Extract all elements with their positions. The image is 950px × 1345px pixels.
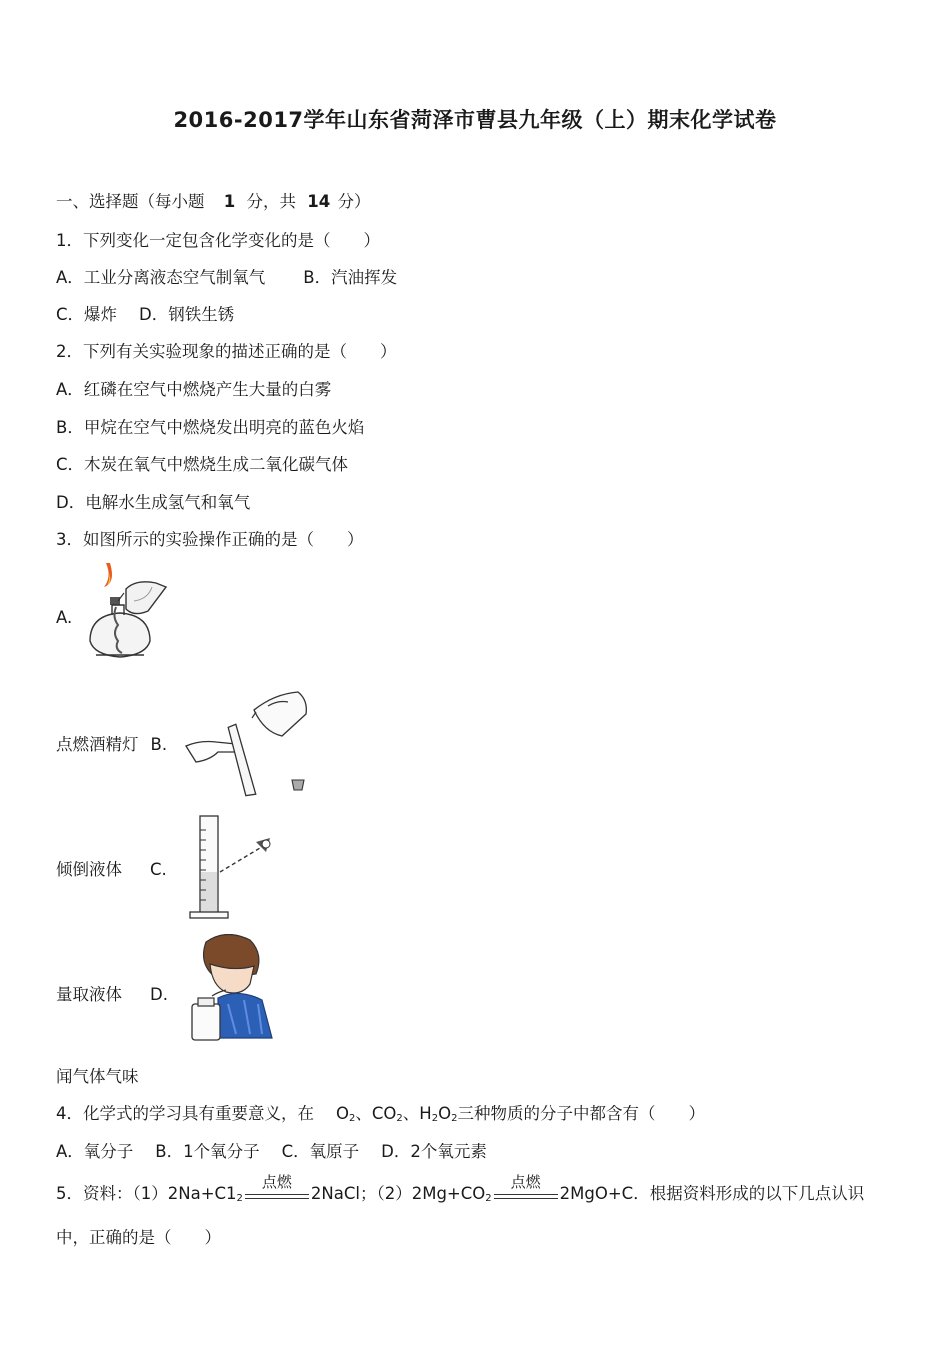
question-2-stem: 2．下列有关实验现象的描述正确的是（ ）: [56, 342, 397, 361]
option-b: B．1个氧分子: [155, 1142, 260, 1161]
option-d-caption: 闻气体气味: [56, 1067, 139, 1086]
question-2-option-a: A．红磷在空气中燃烧产生大量的白雾: [56, 380, 332, 399]
smelling-gas-illustration: [188, 934, 280, 1044]
question-3-option-b-line: 点燃酒精灯 B.: [56, 735, 168, 754]
option-b-caption: 倾倒液体: [56, 860, 122, 879]
question-3-stem: 3．如图所示的实验操作正确的是（ ）: [56, 530, 364, 549]
option-a: A．氧分子: [56, 1142, 134, 1161]
question-2-option-c: C．木炭在氧气中燃烧生成二氧化碳气体: [56, 455, 349, 474]
question-2-option-b: B．甲烷在空气中燃烧发出明亮的蓝色火焰: [56, 418, 365, 437]
reaction-condition-1: 点燃: [245, 1185, 309, 1205]
reaction-condition-2: 点燃: [494, 1185, 558, 1205]
question-4-stem: 4．化学式的学习具有重要意义，在 $O_2$、$CO_2$、$H_2O_2$三种物质的分子中都含有（ ）: [56, 1104, 705, 1124]
option-d: D．2个氧元素: [381, 1142, 487, 1161]
page-title: 2016-2017学年山东省菏泽市曹县九年级（上）期末化学试卷: [173, 108, 777, 132]
question-5-stem-line-2: 中，正确的是（ ）: [56, 1228, 221, 1247]
option-b: B．汽油挥发: [303, 268, 398, 287]
question-2-option-d: D．电解水生成氢气和氧气: [56, 493, 251, 512]
question-1-options-ab: [56, 264, 397, 288]
option-a: A．工业分离液态空气制氧气: [56, 268, 266, 287]
question-1-options-cd: [56, 301, 234, 325]
pouring-liquid-illustration: [184, 684, 310, 800]
option-c: C．爆炸: [56, 305, 118, 324]
question-5-stem: 5．资料：$(1)2Na+C1_2$ 点燃 2NaCl；$(2)2Mg+CO_2$ 点燃 2MgO+C．根据资料形成的以下几点认识: [56, 1172, 865, 1204]
option-a-caption: 点燃酒精灯: [56, 735, 139, 754]
question-4-options: [56, 1138, 487, 1162]
question-3-option-d-line: 量取液体 D.: [56, 985, 168, 1004]
option-c: C．氧原子: [281, 1142, 360, 1161]
alcohol-lamp-illustration: [86, 563, 180, 669]
section-heading: 一、选择题（每小题 1 分，共 14 分）: [56, 192, 371, 211]
graduated-cylinder-illustration: [186, 812, 278, 920]
question-3-option-a-letter: A.: [56, 608, 73, 627]
option-c-caption: 量取液体: [56, 985, 122, 1004]
question-3-option-c-line: 倾倒液体 C.: [56, 860, 167, 879]
option-d: D．钢铁生锈: [139, 305, 235, 324]
question-1-stem: 1．下列变化一定包含化学变化的是（ ）: [56, 231, 380, 250]
